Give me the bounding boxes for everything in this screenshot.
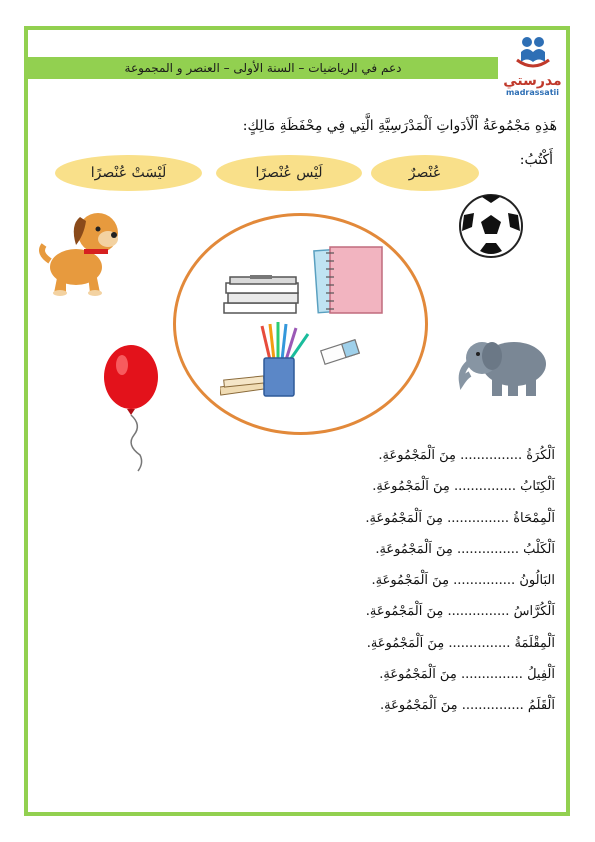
logo bbox=[500, 32, 565, 104]
worksheet-title: دعم في الرياضيات – السنة الأولى – العنصر و المجموعة bbox=[28, 57, 498, 79]
balloon-icon bbox=[100, 343, 162, 473]
answer-blank[interactable]: ............... bbox=[448, 635, 511, 651]
pencil-cup-icon bbox=[220, 320, 312, 398]
answer-blank[interactable]: ............... bbox=[460, 667, 523, 683]
item-suffix: مِنَ اَلْمَجْمُوعَةِ. bbox=[371, 573, 450, 589]
exercise-row-book bbox=[255, 478, 555, 509]
exercise-row-balloon bbox=[255, 572, 555, 603]
eraser-icon bbox=[318, 337, 362, 367]
item-suffix: مِنَ اَلْمَجْمُوعَةِ. bbox=[375, 541, 453, 557]
item-name: اَلْكِتَابُ bbox=[520, 479, 555, 495]
books-icon bbox=[220, 273, 302, 319]
item-name: اَلْمِقْلَمَةُ bbox=[514, 635, 555, 651]
answer-blank[interactable]: ............... bbox=[453, 479, 516, 495]
item-name: اَلْكُرَةُ bbox=[526, 448, 555, 463]
notebook-icon bbox=[312, 243, 388, 319]
item-suffix: مِنَ اَلْمَجْمُوعَةِ. bbox=[366, 635, 445, 651]
instruction-text: هَذِهِ مَجْمُوعَةُ اْلْأدَواتِ اَلْمَدْرَسِيَّةِ الَّتِي فِي مِحْفَظَةِ مَالِكٍ: bbox=[242, 118, 557, 134]
exercise-row-pencil-case bbox=[255, 635, 555, 666]
option-not-element-f: لَيْسَتْ عُنْصرًا bbox=[55, 155, 202, 191]
item-name: اَلْقَلَمُ bbox=[527, 698, 555, 714]
item-suffix: مِنَ اَلْمَجْمُوعَةِ. bbox=[365, 604, 444, 620]
item-suffix: مِنَ اَلْمَجْمُوعَةِ. bbox=[372, 479, 450, 495]
elephant-icon bbox=[452, 330, 552, 400]
item-suffix: مِنَ اَلْمَجْمُوعَةِ. bbox=[365, 510, 443, 526]
exercise-row-ball bbox=[255, 447, 555, 478]
logo-brand: مدرستي bbox=[503, 73, 562, 89]
item-suffix: مِنَ اَلْمَجْمُوعَةِ. bbox=[380, 698, 458, 714]
item-name: البَالُونُ bbox=[519, 573, 555, 589]
answer-blank[interactable]: ............... bbox=[460, 448, 523, 463]
item-name: اَلْكَلْبُ bbox=[523, 541, 555, 557]
write-label: أَكْتُبُ: bbox=[519, 152, 553, 168]
answer-blank[interactable]: ............... bbox=[461, 698, 524, 714]
exercise-row-pen bbox=[255, 697, 555, 728]
item-name: اَلْكُرَّاسُ bbox=[513, 604, 555, 620]
exercise-row-elephant bbox=[255, 666, 555, 697]
answer-blank[interactable]: ............... bbox=[453, 573, 516, 589]
answer-blank[interactable]: ............... bbox=[457, 541, 520, 557]
exercise-row-dog bbox=[255, 541, 555, 572]
option-not-element-m: لَيْس عُنْصرًا bbox=[216, 155, 362, 191]
answer-blank[interactable]: ............... bbox=[447, 510, 510, 526]
logo-icon bbox=[513, 32, 553, 70]
exercise-rows bbox=[255, 447, 555, 729]
logo-latin: madrassatii bbox=[505, 88, 560, 97]
item-name: اَلْفِيلُ bbox=[527, 667, 555, 683]
exercise-row-notebook bbox=[255, 603, 555, 634]
option-element: عُنْصرٌ bbox=[371, 155, 479, 191]
item-suffix: مِنَ اَلْمَجْمُوعَةِ. bbox=[379, 667, 457, 683]
exercise-row-eraser bbox=[255, 510, 555, 541]
answer-blank[interactable]: ............... bbox=[447, 604, 510, 620]
item-suffix: مِنَ اَلْمَجْمُوعَةِ. bbox=[378, 448, 456, 463]
soccer-ball-icon bbox=[458, 193, 524, 259]
dog-icon bbox=[36, 205, 126, 297]
item-name: اَلْمِمْحَاةُ bbox=[513, 510, 555, 526]
